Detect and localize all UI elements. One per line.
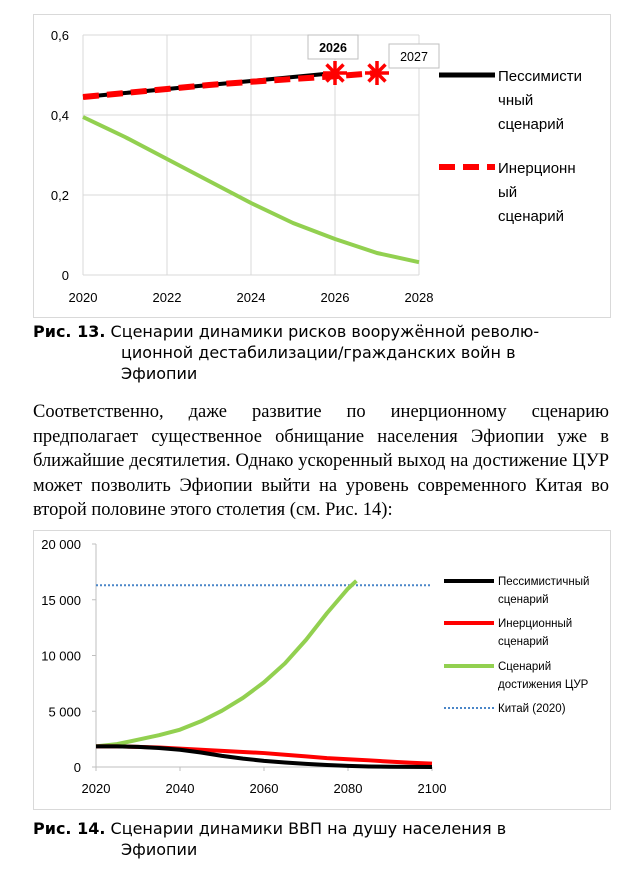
figure-13-chart <box>33 14 611 318</box>
legend2-sdg-line1: Сценарий <box>498 661 552 673</box>
legend-pessimistic-line2: чный <box>498 92 534 109</box>
x-tick-label: 2024 <box>236 290 266 305</box>
series2-line-0 <box>96 746 432 767</box>
risk-scenarios-chart <box>34 15 610 317</box>
figure-13-caption <box>33 321 609 384</box>
figure-13-caption-line2: ционной дестабилизации/гражданских войн в <box>121 343 516 362</box>
y-tick-label: 15 000 <box>41 592 81 608</box>
x-tick-label: 2026 <box>320 290 350 305</box>
y-tick-label: 20 000 <box>41 537 81 552</box>
x-tick-label: 2022 <box>152 290 182 305</box>
callout-2027-label: 2027 <box>400 50 428 64</box>
y-tick-label: 0,2 <box>50 188 69 203</box>
figure-14-caption-line2: Эфиопии <box>121 840 198 859</box>
x-tick-label: 2100 <box>417 781 447 796</box>
y-tick-label: 5 000 <box>48 704 81 720</box>
legend2-china-line1: Китай (2020) <box>498 703 566 715</box>
legend2-inertial-line1: Инерционный <box>498 618 573 630</box>
y-tick-label: 0 <box>61 268 69 283</box>
x-tick-label: 2028 <box>404 290 434 305</box>
legend-pessimistic-line1: Пессимисти <box>498 68 582 85</box>
series2-line-2 <box>96 581 356 747</box>
x-tick-label: 2020 <box>68 290 98 305</box>
figure-14-caption-label: Рис. 14. <box>33 819 106 838</box>
figure-14-caption-line1: Сценарии динамики ВВП на душу населения в <box>110 819 507 838</box>
x-tick-label: 2020 <box>81 781 111 796</box>
y-tick-label: 0 <box>73 760 81 775</box>
callout-2026-label: 2026 <box>319 41 347 55</box>
x-tick-label: 2060 <box>249 781 279 796</box>
y-tick-label: 0,4 <box>50 108 69 123</box>
callout-2027 <box>389 44 439 68</box>
x-tick-label: 2080 <box>333 781 363 796</box>
legend-inertial-line2: ый <box>498 184 518 201</box>
legend2-sdg-line2: достижения ЦУР <box>498 679 589 691</box>
gdp-per-capita-chart <box>34 531 610 809</box>
legend2-pessimistic-line1: Пессимистичный <box>498 576 590 588</box>
legend-figure-14 <box>444 576 589 715</box>
body-paragraph: Соответственно, даже развитие по инерционному сценарию предполагает существенное обнищание населения Эфиопии уже в ближайшие десятилетия. Однако ускоренный выход на достижение ЦУР может позволить Эфиопии выйти на уровень современного Китая во второй половине этого столетия (см. Рис. 14): <box>33 402 609 520</box>
legend-inertial-line1: Инерционн <box>498 160 576 177</box>
y-tick-label: 0,6 <box>50 28 69 43</box>
marker-star-2027 <box>365 61 389 85</box>
y-tick-label: 10 000 <box>41 648 81 664</box>
legend-pessimistic-line3: сценарий <box>498 116 564 133</box>
figure-14-chart <box>33 530 611 810</box>
legend-figure-13 <box>439 68 582 225</box>
legend-inertial-line3: сценарий <box>498 208 564 225</box>
legend2-pessimistic-line2: сценарий <box>498 594 549 606</box>
marker-star-2026 <box>323 61 347 85</box>
legend2-inertial-line2: сценарий <box>498 636 549 648</box>
figure-13-caption-line3: Эфиопии <box>121 364 198 383</box>
figure-14-caption <box>33 818 609 860</box>
figure-13-caption-line1: Сценарии динамики рисков вооружённой револю- <box>110 322 540 341</box>
x-tick-label: 2040 <box>165 781 195 796</box>
callout-2026 <box>308 35 358 59</box>
figure-13-caption-label: Рис. 13. <box>33 322 106 341</box>
